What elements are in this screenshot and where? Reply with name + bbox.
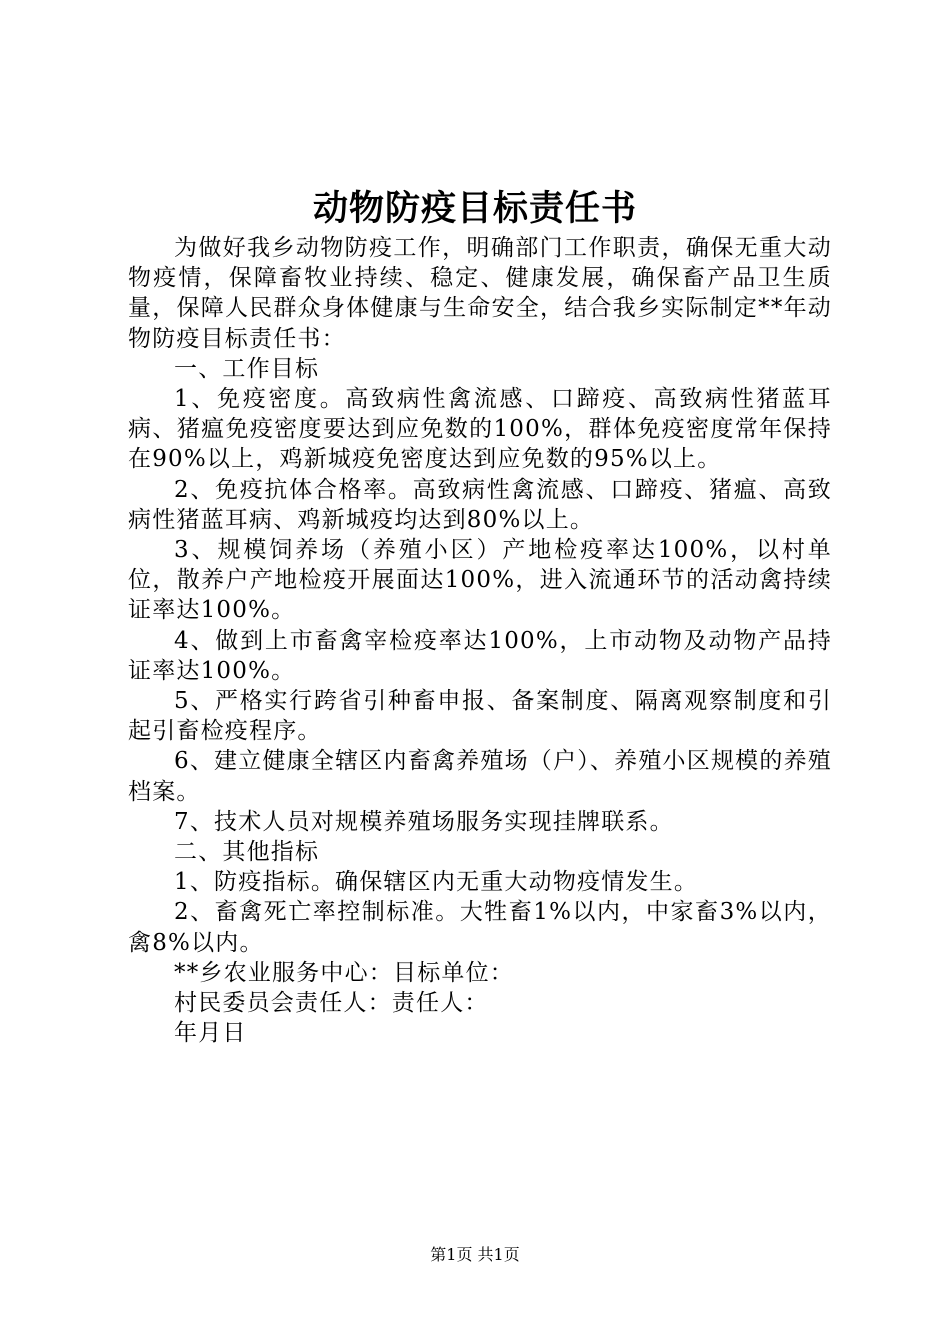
goal-item-4: 4、做到上市畜禽宰检疫率达100%，上市动物及动物产品持证率达100%。 (128, 627, 832, 684)
goal-item-1: 1、免疫密度。高致病性禽流感、口蹄疫、高致病性猪蓝耳病、猪瘟免疫密度要达到应免数的100%，群体免疫密度常年保持在90%以上，鸡新城疫免密度达到应免数的95%以上。 (128, 386, 832, 473)
date-line: 年月日 (174, 1020, 247, 1047)
signature-line-target-unit: **乡农业服务中心：目标单位： (174, 959, 514, 986)
page-footer: 第1页 共1页 (430, 1245, 520, 1264)
goal-item-3: 3、规模饲养场（养殖小区）产地检疫率达100%，以村单位，散养户产地检疫开展面达100%，进入流通环节的活动禽持续证率达100%。 (128, 537, 832, 624)
indicator-item-1: 1、防疫指标。确保辖区内无重大动物疫情发生。 (174, 869, 699, 896)
section-heading-work-goals: 一、工作目标 (174, 355, 320, 382)
goal-item-2: 2、免疫抗体合格率。高致病性禽流感、口蹄疫、猪瘟、高致病性猪蓝耳病、鸡新城疫均达到80%以上。 (128, 476, 832, 533)
section-heading-other-indicators: 二、其他指标 (174, 839, 320, 866)
signature-line-responsible-person: 村民委员会责任人：责任人： (174, 990, 489, 1017)
goal-item-7: 7、技术人员对规模养殖场服务实现挂牌联系。 (174, 808, 674, 835)
document-title: 动物防疫目标责任书 (312, 188, 637, 229)
indicator-item-2: 2、畜禽死亡率控制标准。大牲畜1%以内，中家畜3%以内，禽8%以内。 (128, 899, 832, 956)
goal-item-6: 6、建立健康全辖区内畜禽养殖场（户）、养殖小区规模的养殖档案。 (128, 748, 832, 805)
goal-item-5: 5、严格实行跨省引种畜申报、备案制度、隔离观察制度和引起引畜检疫程序。 (128, 688, 832, 745)
intro-paragraph: 为做好我乡动物防疫工作，明确部门工作职责，确保无重大动物疫情，保障畜牧业持续、稳定、健康发展，确保畜产品卫生质量，保障人民群众身体健康与生命安全，结合我乡实际制定**年动物防疫目标责任书： (128, 235, 832, 352)
document-body (128, 233, 832, 1048)
